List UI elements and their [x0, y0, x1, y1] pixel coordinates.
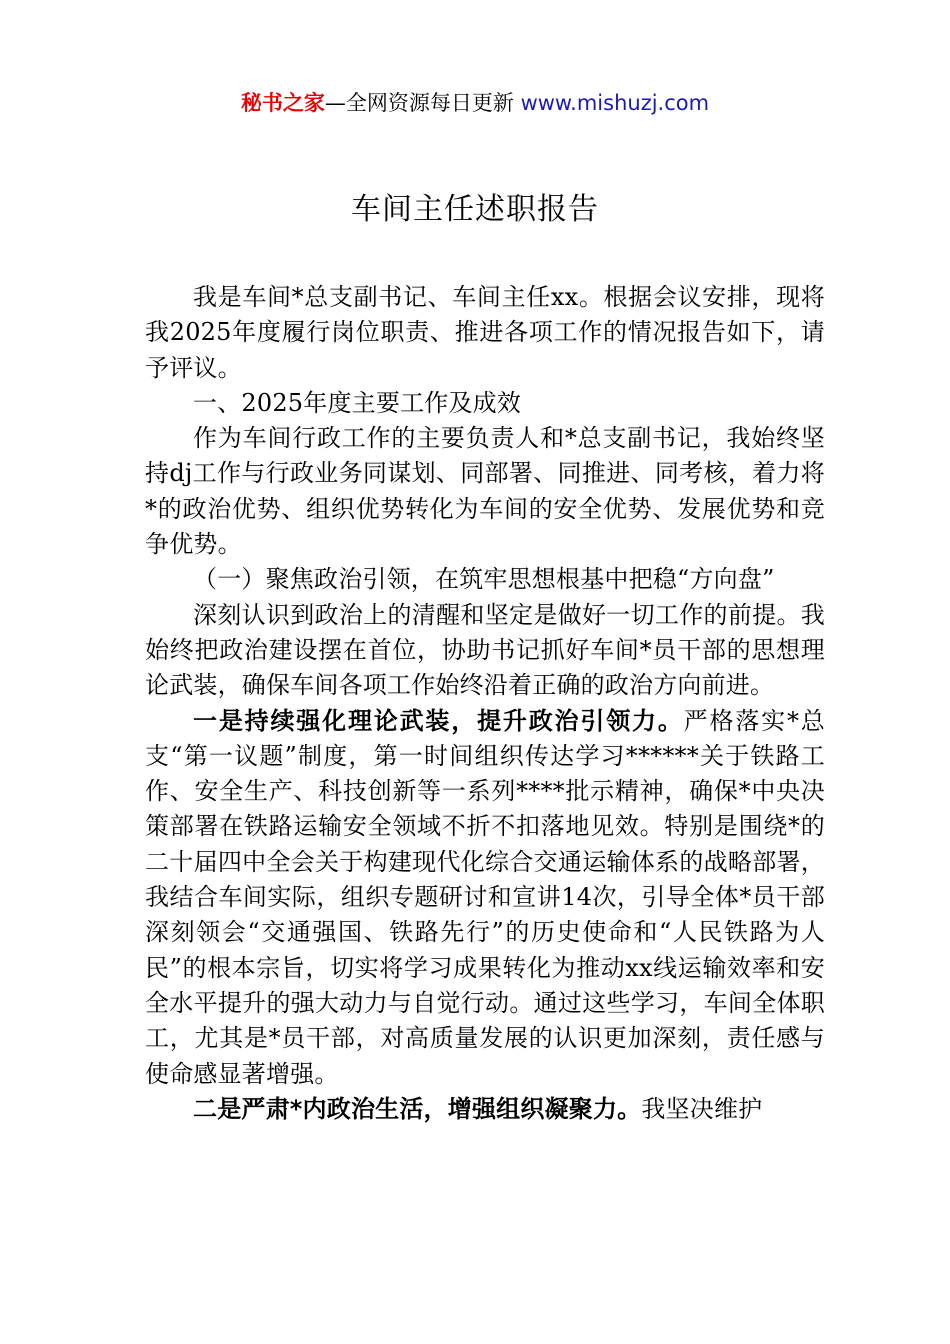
site-tagline: —全网资源每日更新: [324, 91, 521, 115]
section-heading: 一、2025年度主要工作及成效: [193, 388, 522, 417]
overview-paragraph: 作为车间行政工作的主要负责人和*总支副书记，我始终坚持dj工作与行政业务同谋划、同部署、同推进、同考核，着力将*的政治优势、组织优势转化为车间的安全优势、发展优势和竞争优势。: [145, 424, 825, 559]
point-two-paragraph: [145, 1092, 825, 1127]
document-body: [145, 280, 825, 1127]
point-one-paragraph: [145, 704, 825, 1092]
page-title: 车间主任述职报告: [351, 192, 599, 227]
subsection-heading: （一）聚焦政治引领，在筑牢思想根基中把稳“方向盘”: [193, 565, 775, 594]
point-one-lead: 一是持续强化理论武装，提升政治引领力。: [193, 706, 684, 735]
site-header: [0, 86, 950, 120]
point-one-text: 严格落实*总支“第一议题”制度，第一时间组织传达学习******关于铁路工作、安全生产、科技创新等一系列****批示精神，确保*中央决策部署在铁路运输安全领域不折不扣落地见效。特别是围绕*的二十届四中全会关于构建现代化综合交通运输体系的战略部署，我结合车间实际，组织专题研讨和宣讲14次，引导全体*员干部深刻领会“交通强国、铁路先行”的历史使命和“人民铁路为人民”的根本宗旨，切实将学习成果转化为推动xx线运输效率和安全水平提升的强大动力与自觉行动。通过这些学习，车间全体职工，尤其是*员干部，对高质量发展的认识更加深刻，责任感与使命感显著增强。: [145, 706, 825, 1088]
point-two-text: 我坚决维护: [641, 1094, 763, 1123]
intro-paragraph: 我是车间*总支副书记、车间主任xx。根据会议安排，现将我2025年度履行岗位职责、推进各项工作的情况报告如下，请予评议。: [145, 283, 825, 382]
subsection-intro-paragraph: 深刻认识到政治上的清醒和坚定是做好一切工作的前提。我始终把政治建设摆在首位，协助书记抓好车间*员干部的思想理论武装，确保车间各项工作始终沿着正确的政治方向前进。: [145, 600, 825, 700]
site-url-link[interactable]: www.mishuzj.com: [520, 91, 710, 115]
point-two-lead: 二是严肃*内政治生活，增强组织凝聚力。: [193, 1094, 642, 1123]
site-brand: 秘书之家: [240, 91, 325, 115]
